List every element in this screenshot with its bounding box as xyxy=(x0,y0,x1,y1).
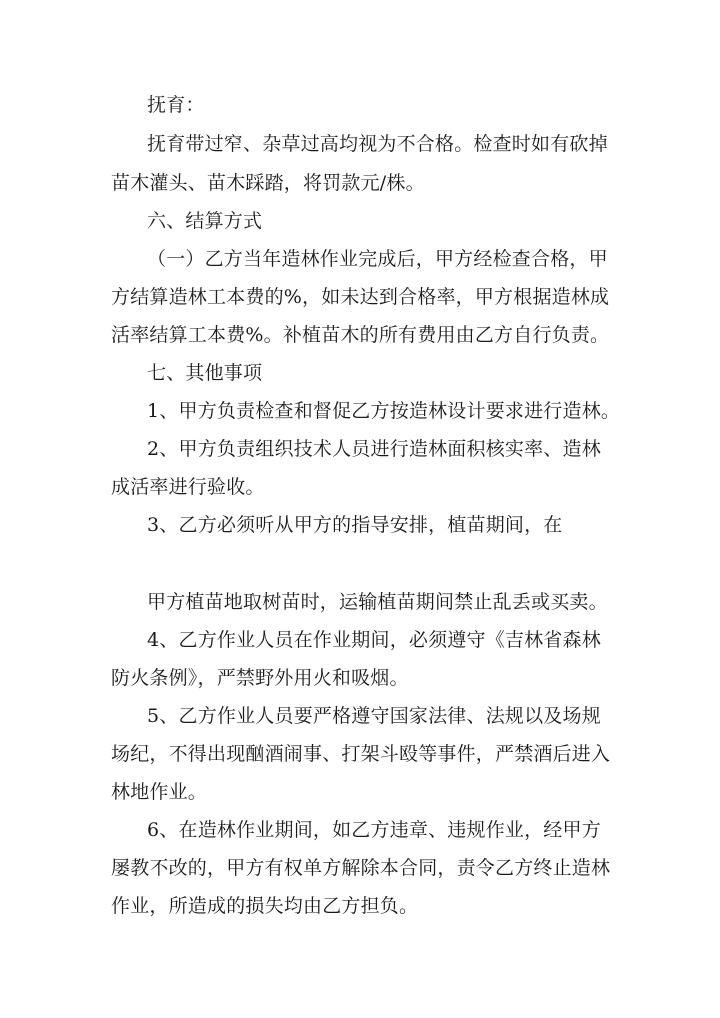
paragraph-line: 苗木灌头、苗木踩踏，将罚款元/株。 xyxy=(111,172,425,194)
paragraph-line: 甲方植苗地取树苗时，运输植苗期间禁止乱丢或买卖。 xyxy=(147,591,608,613)
paragraph-line: 场纪，不得出现酗酒闹事、打架斗殴等事件，严禁酒后进入 xyxy=(111,743,611,765)
paragraph-line: 方结算造林工本费的%，如未达到合格率，甲方根据造林成 xyxy=(111,286,610,308)
section-heading: 六、结算方式 xyxy=(147,210,263,232)
paragraph-line: 林地作业。 xyxy=(111,781,208,803)
paragraph-line: 1、甲方负责检查和督促乙方按造林设计要求进行造林。 xyxy=(147,400,621,422)
section-heading: 七、其他事项 xyxy=(147,362,263,384)
paragraph-line: 5、乙方作业人员要严格遵守国家法律、法规以及场规 xyxy=(147,705,601,727)
paragraph-line: 活率结算工本费%。补植苗木的所有费用由乙方自行负责。 xyxy=(111,324,610,346)
paragraph-line: 成活率进行验收。 xyxy=(111,476,265,498)
paragraph-line: 6、在造林作业期间，如乙方违章、违规作业，经甲方 xyxy=(147,819,601,841)
paragraph-line: 2、甲方负责组织技术人员进行造林面积核实率、造林 xyxy=(147,438,601,460)
paragraph-line: 抚育带过窄、杂草过高均视为不合格。检查时如有砍掉 xyxy=(147,133,608,155)
paragraph-line: 屡教不改的，甲方有权单方解除本合同，责令乙方终止造林 xyxy=(111,857,611,879)
paragraph-line: 防火条例》，严禁野外用火和吸烟。 xyxy=(111,667,409,689)
paragraph-line: 3、乙方必须听从甲方的指导安排，植苗期间，在 xyxy=(147,514,563,536)
paragraph-line: 抚育： xyxy=(147,94,205,116)
paragraph-line: 作业，所造成的损失均由乙方担负。 xyxy=(111,895,419,917)
paragraph-line: 4、乙方作业人员在作业期间，必须遵守《吉林省森林 xyxy=(147,629,601,651)
paragraph-line: （一）乙方当年造林作业完成后，甲方经检查合格，甲 xyxy=(147,248,608,270)
